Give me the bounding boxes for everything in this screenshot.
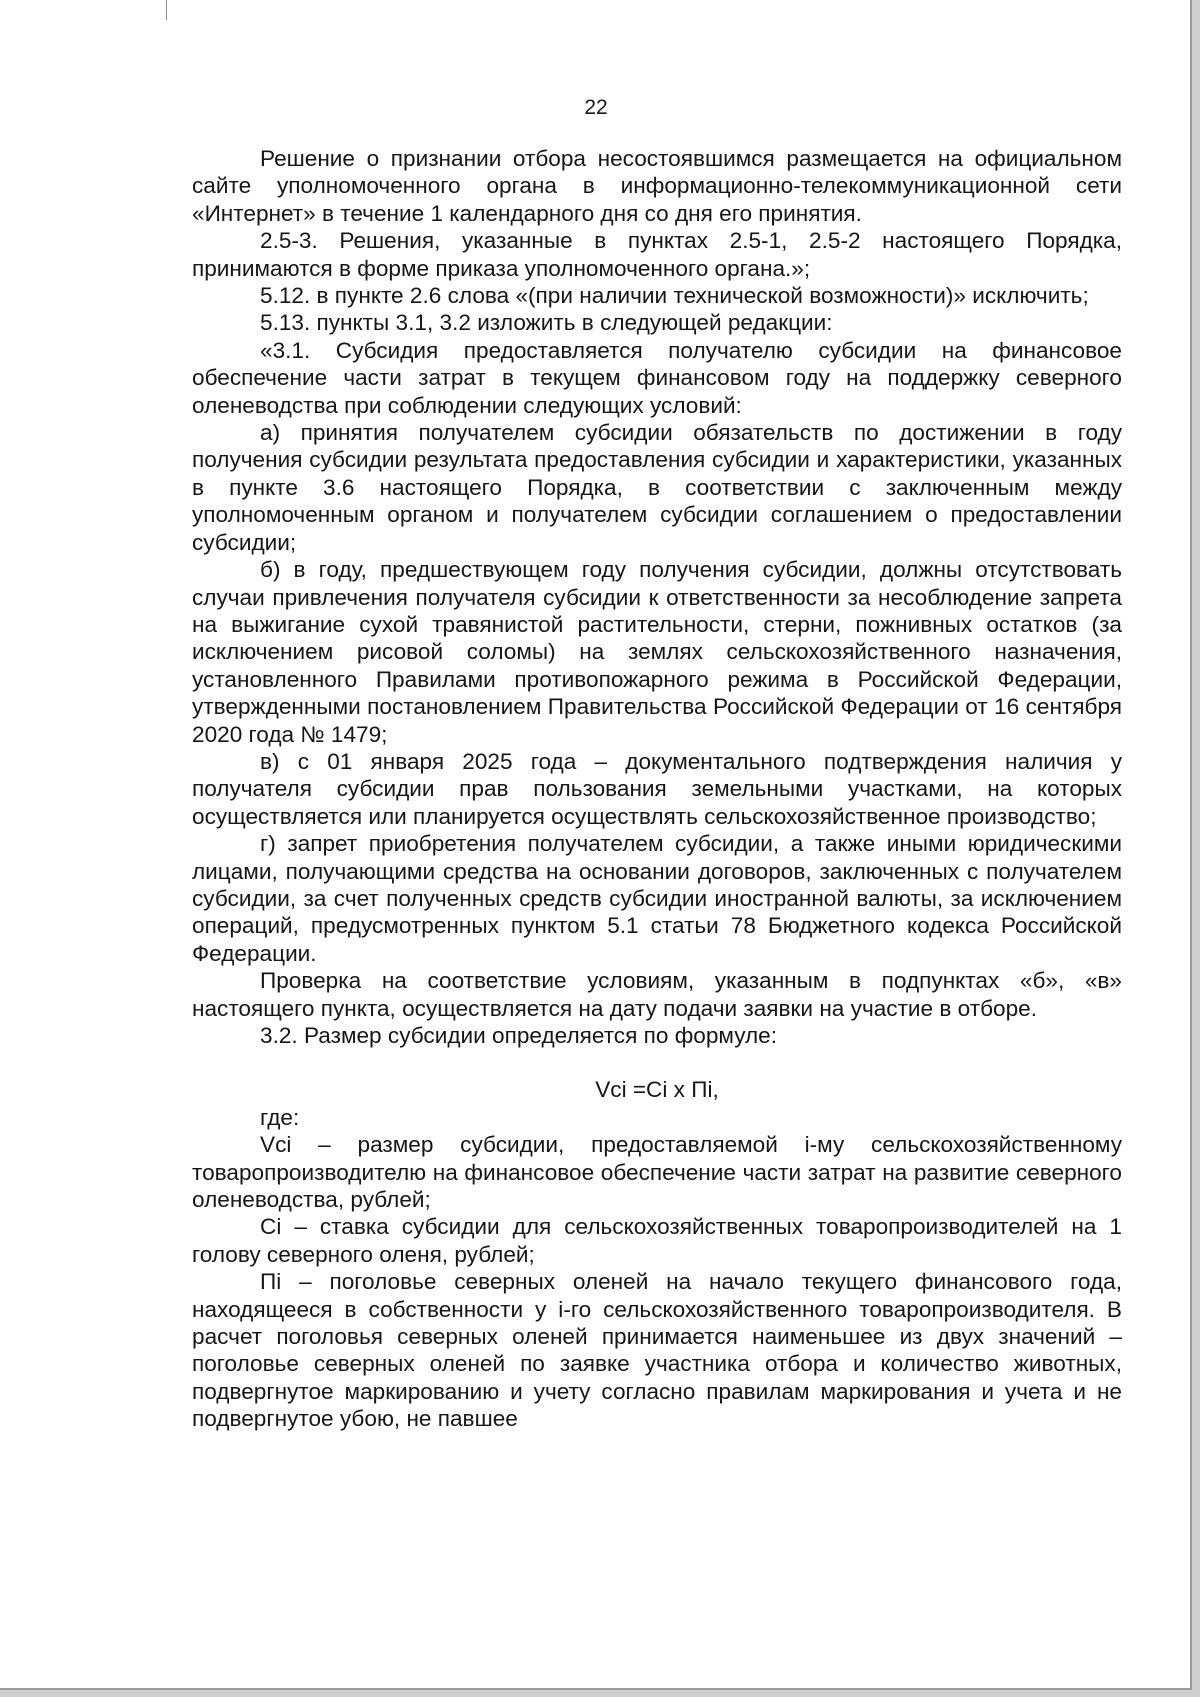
paragraph: 5.12. в пункте 2.6 слова «(при наличии технической возможности)» исключить;: [260, 283, 1089, 309]
paragraph: Ci – ставка субсидии для сельскохозяйственных товаропроизводителей на 1 голову северного оленя, рублей;: [192, 1214, 1122, 1267]
paragraph: Пi – поголовье северных оленей на начало текущего финансового года, находящееся в собственности у i-го сельскохозяйственного товаропроизводителя. В расчет поголовья северных оленей принимается наименьшее из двух значений – поголовье северных оленей по заявке участника отбора и количество животных, подвергнутое маркированию и учету согласно правилам маркирования и учета и не подвергнутое убою, не павшее: [192, 1269, 1122, 1432]
paragraph: 2.5-3. Решения, указанные в пунктах 2.5-1, 2.5-2 настоящего Порядка, принимаются в форме приказа уполномоченного органа.»;: [192, 228, 1122, 281]
paragraph: где:: [260, 1104, 300, 1130]
paragraph: Проверка на соответствие условиям, указанным в подпунктах «б», «в» настоящего пункта, осуществляется на дату подачи заявки на участие в отборе.: [192, 968, 1122, 1021]
paragraph: «3.1. Субсидия предоставляется получателю субсидии на финансовое обеспечение части затрат в текущем финансовом году на поддержку северного оленеводства при соблюдении следующих условий:: [192, 337, 1122, 418]
paragraph: Решение о признании отбора несостоявшимся размещается на официальном сайте уполномоченного органа в информационно-телекоммуникационной сети «Интернет» в течение 1 календарного дня со дня его принятия.: [192, 146, 1122, 226]
formula: Vci =Ci x Пi,: [595, 1077, 719, 1103]
paragraph: 5.13. пункты 3.1, 3.2 изложить в следующей редакции:: [260, 310, 833, 336]
scan-mark: [166, 0, 167, 20]
paragraph: б) в году, предшествующем году получения субсидии, должны отсутствовать случаи привлечения получателя субсидии к ответственности за несоблюдение запрета на выжигание сухой травянистой растительности, стерни, пожнивных остатков (за исключением рисовой соломы) на землях сельскохозяйственного назначения, установленного Правилами противопожарного режима в Российской Федерации, утвержденными постановлением Правительства Российской Федерации от 16 сентября 2020 года № 1479;: [192, 557, 1122, 747]
paragraph: г) запрет приобретения получателем субсидии, а также иными юридическими лицами, получающими средства на основании договоров, заключенных с получателем субсидии, за счет полученных средств субсидии иностранной валюты, за исключением операций, предусмотренных пунктом 5.1 статьи 78 Бюджетного кодекса Российской Федерации.: [192, 831, 1122, 966]
paragraph: 3.2. Размер субсидии определяется по формуле:: [260, 1023, 778, 1048]
paragraph: в) с 01 января 2025 года – документального подтверждения наличия у получателя субсидии прав пользования земельными участками, на которых осуществляется или планируется осуществлять сельскохозяйственное производство;: [192, 748, 1122, 829]
document-body: [192, 145, 1122, 1433]
paragraph: а) принятия получателем субсидии обязательств по достижении в году получения субсидии результата предоставления субсидии и характеристики, указанных в пункте 3.6 настоящего Порядка, в соответствии с заключенным между уполномоченным органом и получателем субсидии соглашением о предоставлении субсидии;: [192, 420, 1122, 555]
page-number: 22: [584, 96, 608, 119]
paragraph: Vci – размер субсидии, предоставляемой i-му сельскохозяйственному товаропроизводителю на финансовое обеспечение части затрат на развитие северного оленеводства, рублей;: [192, 1132, 1122, 1213]
